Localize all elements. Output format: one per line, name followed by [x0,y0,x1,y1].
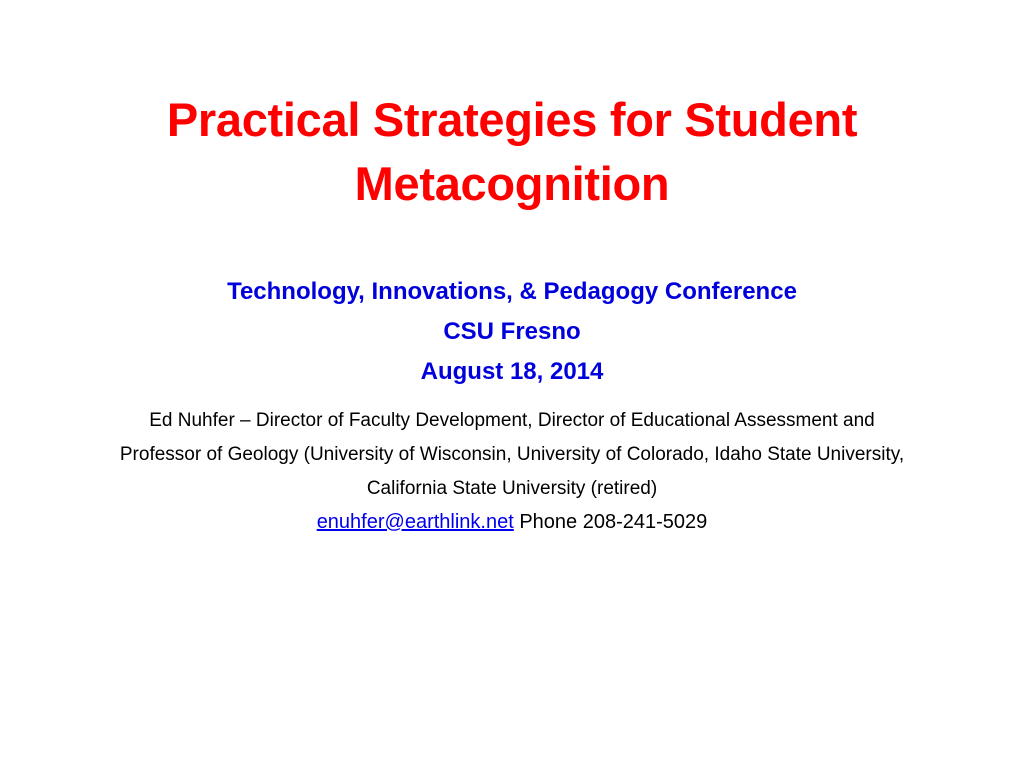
presenter-description: Ed Nuhfer – Director of Faculty Development, Director of Educational Assessment and Professor of Geology (University of Wisconsin, University of Colorado, Idaho State University, California State University (retired) [119,410,905,499]
email-link[interactable]: enuhfer@earthlink.net [316,511,514,533]
conference-location: CSU Fresno [443,318,581,345]
conference-name: Technology, Innovations, & Pedagogy Conference [227,278,797,305]
slide-title: Practical Strategies for Student Metacognition [166,93,858,210]
conference-date: August 18, 2014 [420,358,604,385]
phone-text: Phone 208-241-5029 [519,511,708,533]
contact-line [60,505,964,539]
slide-subtitle [60,272,964,392]
